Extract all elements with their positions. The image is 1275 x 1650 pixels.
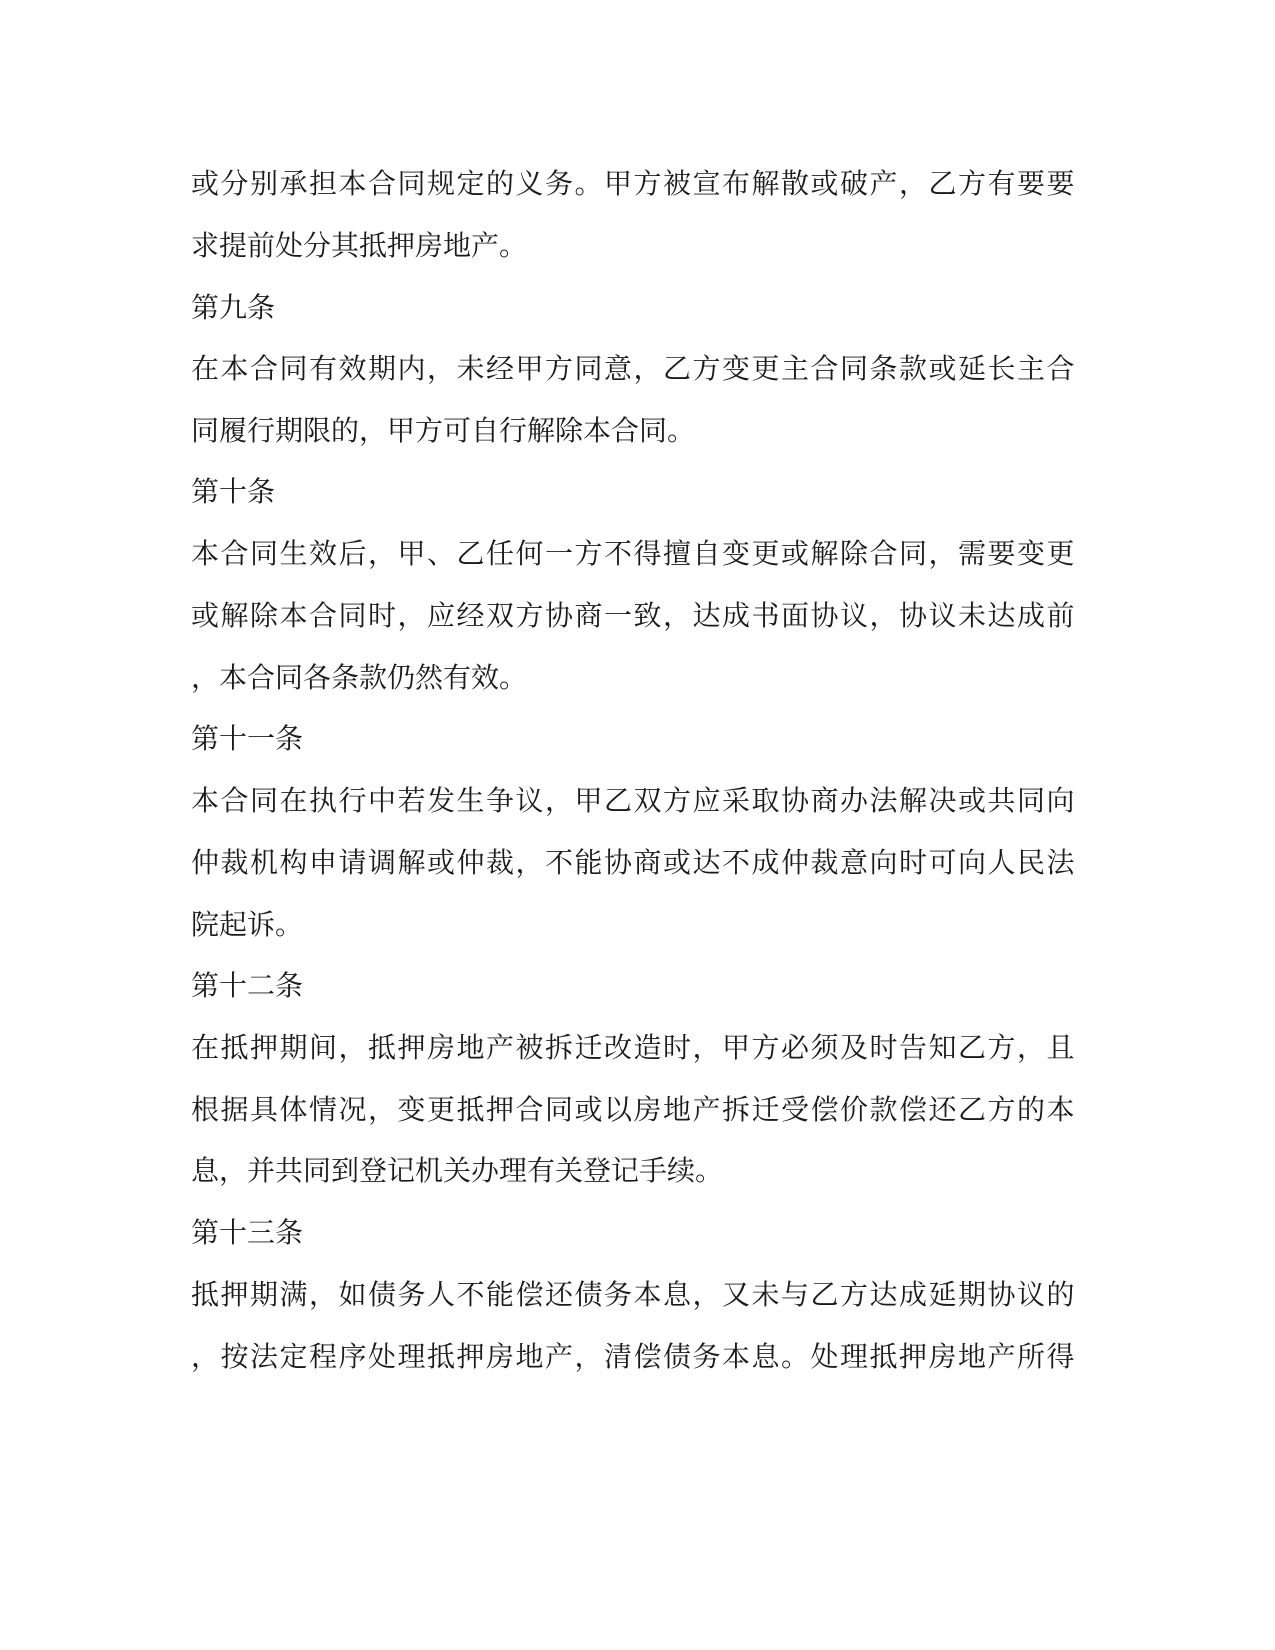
text-line: 本合同在执行中若发生争议，甲乙双方应采取协商办法解决或共同向 [191, 784, 1077, 817]
text-line: 仲裁机构申请调解或仲裁，不能协商或达不成仲裁意向时可向人民法 [191, 846, 1077, 879]
article-heading: 第十一条 [191, 722, 304, 755]
article-heading: 第九条 [191, 291, 276, 324]
text-line: 院起诉。 [191, 908, 304, 941]
article-heading: 第十二条 [191, 969, 304, 1002]
text-line: 同履行期限的，甲方可自行解除本合同。 [191, 414, 696, 447]
text-line: 根据具体情况，变更抵押合同或以房地产拆迁受偿价款偿还乙方的本 [191, 1093, 1077, 1126]
text-line: ，按法定程序处理抵押房地产，清偿债务本息。处理抵押房地产所得 [191, 1340, 1077, 1373]
article-heading: 第十条 [191, 475, 276, 508]
text-line: 求提前处分其抵押房地产。 [191, 229, 528, 262]
text-line: 在本合同有效期内，未经甲方同意，乙方变更主合同条款或延长主合 [191, 352, 1077, 385]
text-line: ，本合同各条款仍然有效。 [191, 661, 528, 694]
text-line: 本合同生效后，甲、乙任何一方不得擅自变更或解除合同，需要变更 [191, 537, 1077, 570]
text-line: 抵押期满，如债务人不能偿还债务本息，又未与乙方达成延期协议的 [191, 1278, 1077, 1311]
text-line: 息，并共同到登记机关办理有关登记手续。 [191, 1154, 724, 1187]
article-heading: 第十三条 [191, 1216, 304, 1249]
text-line: 或解除本合同时，应经双方协商一致，达成书面协议，协议未达成前 [191, 599, 1077, 632]
text-line: 在抵押期间，抵押房地产被拆迁改造时，甲方必须及时告知乙方，且 [191, 1031, 1077, 1064]
text-line: 或分别承担本合同规定的义务。甲方被宣布解散或破产，乙方有要要 [191, 167, 1077, 200]
